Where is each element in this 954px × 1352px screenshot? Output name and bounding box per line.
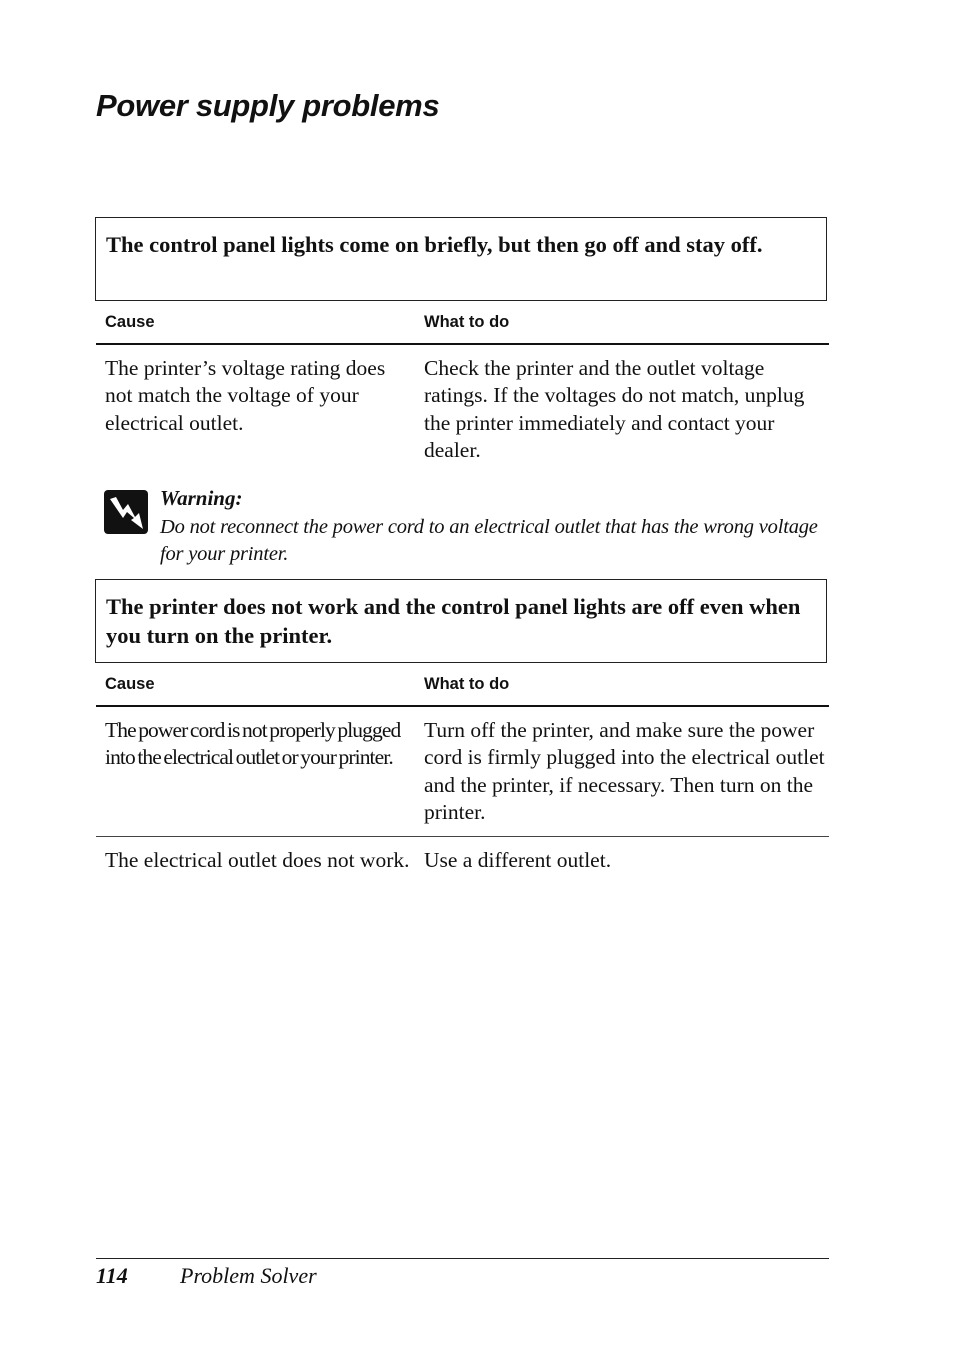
table-header-1 — [96, 301, 829, 345]
what-to-do-cell: Turn off the printer, and make sure the power cord is firmly plugged into the electrical outlet and the printer, if necessary. Then turn on the printer. — [424, 718, 825, 824]
problem-heading-2: The printer does not work and the control panel lights are off even when you turn on the printer. — [95, 579, 827, 663]
cause-cell: The power cord is not properly plugged into the electrical outlet or your printer. — [105, 718, 401, 770]
table-row — [96, 355, 829, 473]
cause-column-header: Cause — [105, 313, 155, 331]
warning-label: Warning: — [160, 486, 243, 510]
footer-section-name: Problem Solver — [180, 1263, 317, 1288]
what-to-do-column-header: What to do — [424, 675, 510, 693]
table-row — [96, 717, 829, 837]
what-to-do-column-header: What to do — [424, 313, 510, 331]
cause-cell: The electrical outlet does not work. — [105, 848, 410, 872]
page-number: 114 — [96, 1263, 128, 1288]
problem-heading-1: The control panel lights come on briefly, but then go off and stay off. — [95, 217, 827, 301]
cause-column-header: Cause — [105, 675, 155, 693]
footer-rule — [96, 1258, 829, 1259]
warning-lightning-icon — [104, 490, 148, 534]
what-to-do-cell: Check the printer and the outlet voltage ratings. If the voltages do not match, unplug the printer immediately and contact your dealer. — [424, 356, 805, 462]
cause-cell: The printer’s voltage rating does not match the voltage of your electrical outlet. — [105, 356, 386, 435]
table-row — [96, 847, 829, 907]
warning-text: Do not reconnect the power cord to an electrical outlet that has the wrong voltage for your printer. — [160, 516, 818, 565]
page-title: Power supply problems — [96, 88, 440, 123]
table-header-2 — [96, 663, 829, 707]
what-to-do-cell: Use a different outlet. — [424, 848, 612, 872]
